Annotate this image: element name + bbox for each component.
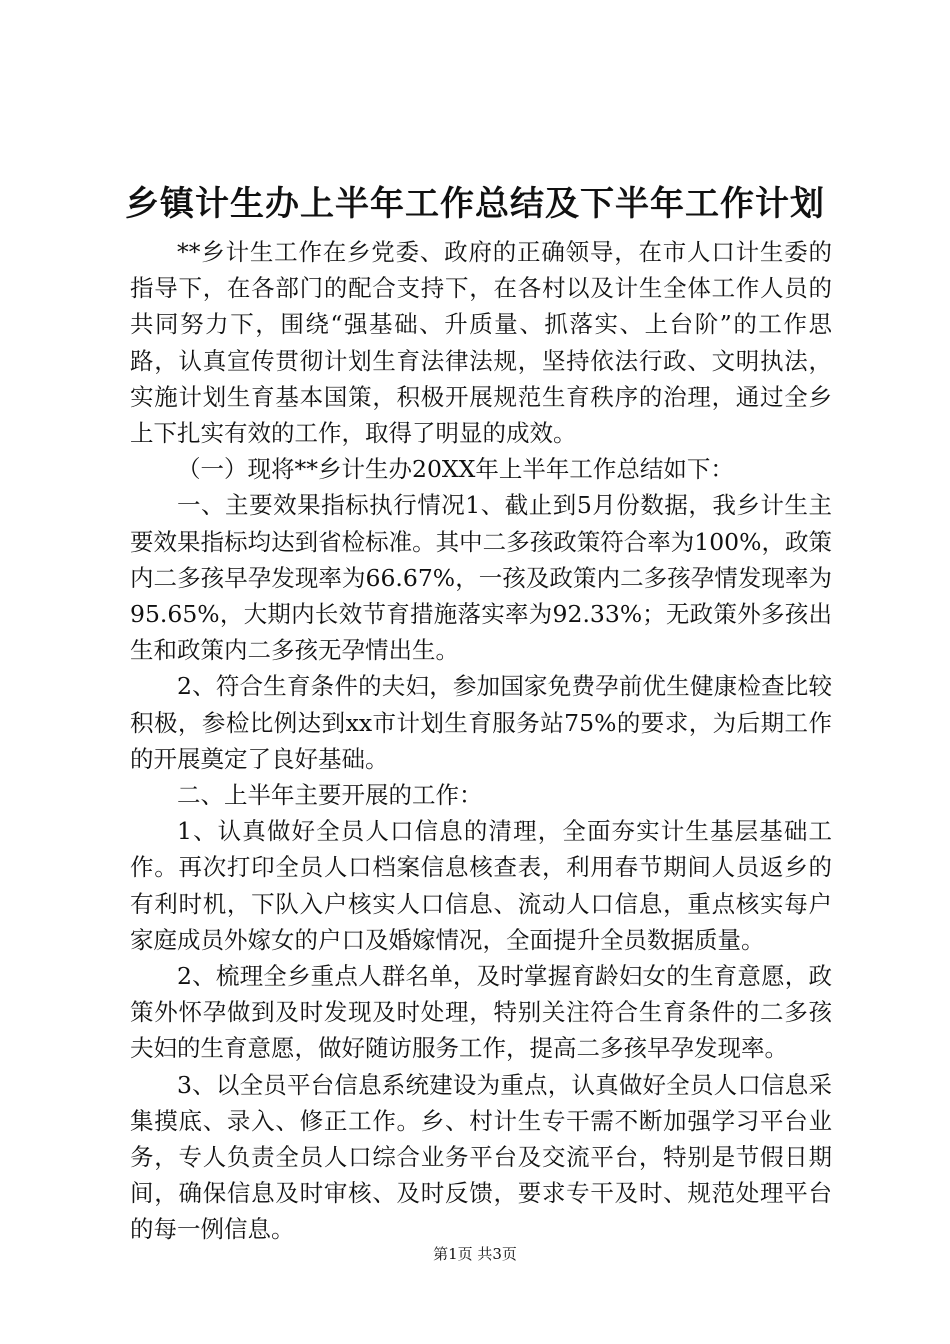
paragraph-work-heading: 二、上半年主要开展的工作： (177, 781, 483, 810)
document-title: 乡镇计生办上半年工作总结及下半年工作计划 (125, 184, 825, 224)
paragraph-prepregnancy-check: 2、符合生育条件的夫妇，参加国家免费孕前优生健康检查比较积极，参检比例达到xx市计划生育服务站75%的要求，为后期工作的开展奠定了良好基础。 (130, 672, 832, 773)
document-body (130, 234, 832, 1248)
paragraph-summary-heading: （一）现将**乡计生办20XX年上半年工作总结如下： (177, 455, 734, 484)
paragraph-indicators: 一、主要效果指标执行情况1、截止到5月份数据，我乡计生主要效果指标均达到省检标准。其中二多孩政策符合率为100%，政策内二多孩早孕发现率为66.67%，一孩及政策内二多孩孕情发现率为95.65%，大期内长效节育措施落实率为92.33%；无政策外多孩出生和政策内二多孩无孕情出生。 (130, 491, 832, 665)
paragraph-work-item-1: 1、认真做好全员人口信息的清理，全面夯实计生基层基础工作。再次打印全员人口档案信息核查表，利用春节期间人员返乡的有利时机，下队入户核实人口信息、流动人口信息，重点核实每户家庭成员外嫁女的户口及婚嫁情况，全面提升全员数据质量。 (130, 817, 832, 954)
paragraph-work-item-3: 3、以全员平台信息系统建设为重点，认真做好全员人口信息采集摸底、录入、修正工作。乡、村计生专干需不断加强学习平台业务，专人负责全员人口综合业务平台及交流平台，特别是节假日期间，确保信息及时审核、及时反馈，要求专干及时、规范处理平台的每一例信息。 (130, 1070, 832, 1244)
paragraph-intro: **乡计生工作在乡党委、政府的正确领导，在市人口计生委的指导下，在各部门的配合支持下，在各村以及计生全体工作人员的共同努力下，围绕“强基础、升质量、抓落实、上台阶”的工作思路，认真宣传贯彻计划生育法律法规，坚持依法行政、文明执法，实施计划生育基本国策，积极开展规范生育秩序的治理，通过全乡上下扎实有效的工作，取得了明显的成效。 (130, 238, 832, 448)
page-footer: 第1页 共3页 (433, 1245, 517, 1263)
paragraph-work-item-2: 2、梳理全乡重点人群名单，及时掌握育龄妇女的生育意愿，政策外怀孕做到及时发现及时处理，特别关注符合生育条件的二多孩夫妇的生育意愿，做好随访服务工作，提高二多孩早孕发现率。 (130, 962, 832, 1063)
